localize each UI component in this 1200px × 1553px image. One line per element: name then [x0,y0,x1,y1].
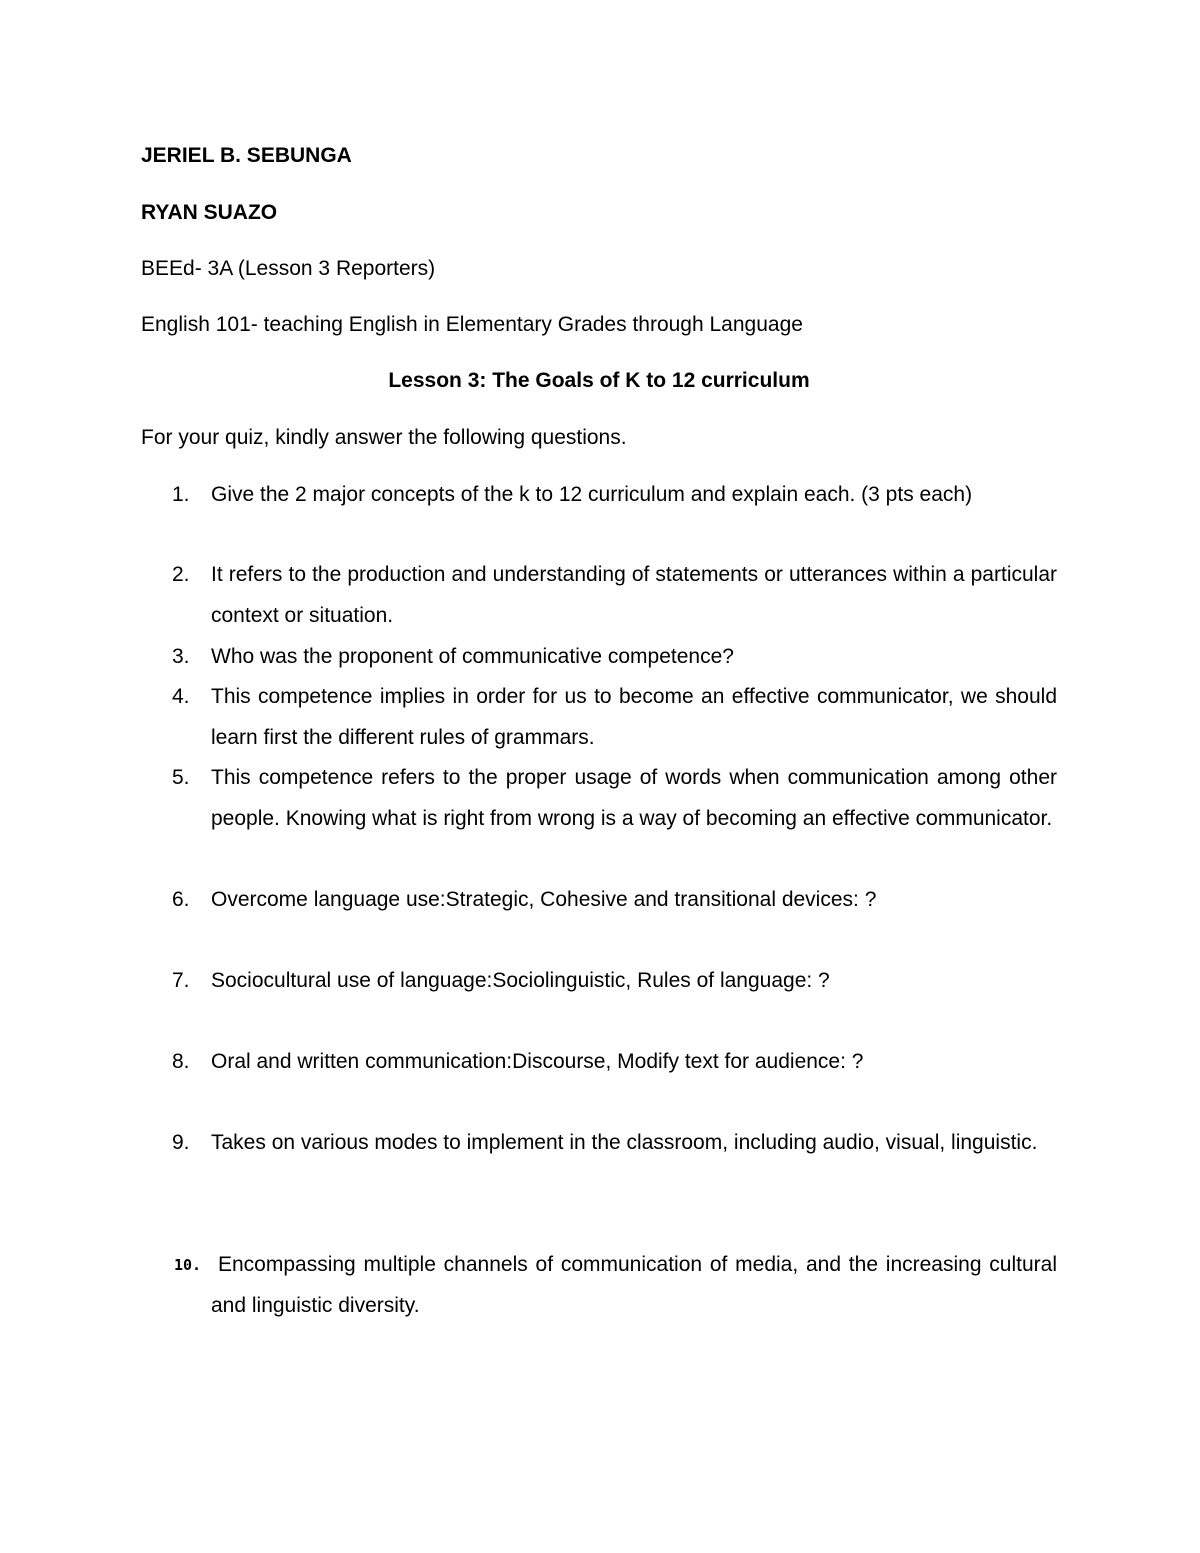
question-number: 2. [172,563,190,586]
question-text: Oral and written communication:Discourse, Modify text for audience: ? [211,1050,864,1073]
question-text: Who was the proponent of communicative competence? [211,645,734,668]
question-number: 7. [172,969,190,992]
question-text: Sociocultural use of language:Sociolinguistic, Rules of language: ? [211,969,830,992]
question-number: 5. [172,766,190,789]
author-name-1: JERIEL B. SEBUNGA [141,144,352,167]
lesson-title: Lesson 3: The Goals of K to 12 curriculum [388,369,810,392]
question-number: 9. [172,1131,190,1154]
section-line: BEEd- 3A (Lesson 3 Reporters) [141,257,436,280]
question-number: 10. [174,1256,202,1274]
question-text: Encompassing multiple channels of communication of media, and the increasing cultural and linguistic diversity. [211,1253,1057,1317]
question-text: Overcome language use:Strategic, Cohesive and transitional devices: ? [211,888,877,911]
question-number: 8. [172,1050,190,1073]
question-number: 3. [172,645,190,668]
question-number: 1. [172,483,190,506]
quiz-instructions: For your quiz, kindly answer the following questions. [141,426,627,449]
question-text: This competence refers to the proper usage of words when communication among other people. Knowing what is right from wrong is a way of becoming an effective communicator. [211,766,1057,830]
question-number: 6. [172,888,190,911]
question-text: It refers to the production and understanding of statements or utterances within a particular context or situation. [211,563,1057,627]
question-text: Takes on various modes to implement in the classroom, including audio, visual, linguistic. [211,1131,1038,1154]
author-name-2: RYAN SUAZO [141,201,278,224]
question-number: 4. [172,685,190,708]
question-text: This competence implies in order for us to become an effective communicator, we should learn first the different rules of grammars. [211,685,1057,749]
question-text: Give the 2 major concepts of the k to 12 curriculum and explain each. (3 pts each) [211,483,973,506]
course-line: English 101- teaching English in Elementary Grades through Language [141,313,803,336]
